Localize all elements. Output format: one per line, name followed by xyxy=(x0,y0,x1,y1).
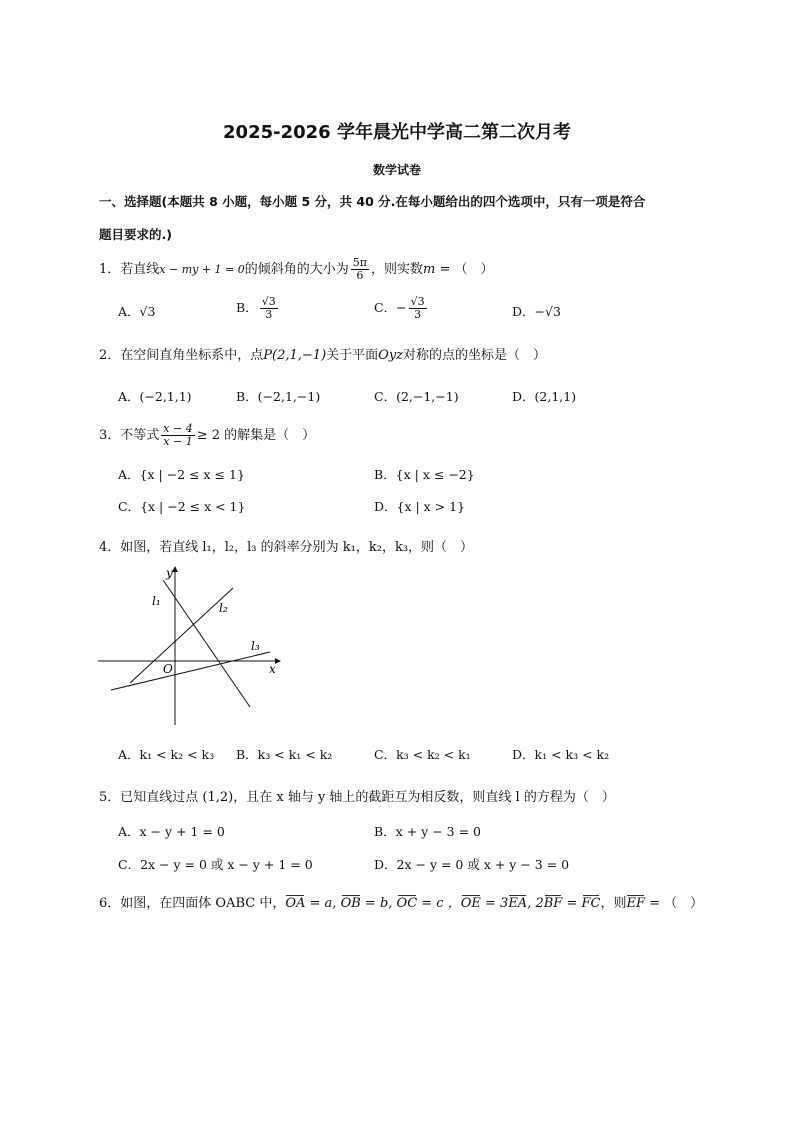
q1-option-c-sign: − xyxy=(396,300,407,315)
q1-var: m xyxy=(423,262,436,277)
exam-subtitle: 数学试卷 xyxy=(372,163,421,177)
q6-ob-eq: = b, xyxy=(360,896,397,911)
q4-option-c[interactable]: C．k₃ < k₂ < k₁ xyxy=(374,747,471,762)
q1-option-a-value: √3 xyxy=(139,304,156,319)
q2-option-a[interactable]: A．(−2,1,1) xyxy=(118,389,192,404)
q1-equation: x − my + 1 = 0 xyxy=(159,263,245,276)
x-axis-label: x xyxy=(269,662,276,676)
q6-vector-ef: EF xyxy=(626,896,645,911)
q6-vector-ob: OB xyxy=(340,896,361,911)
q1-option-c-fraction xyxy=(409,296,427,321)
q1-option-a-label: A． xyxy=(118,304,140,319)
q3-fraction xyxy=(161,423,194,448)
q2-option-d[interactable]: D．(2,1,1) xyxy=(512,389,577,404)
q4-line-graph xyxy=(95,560,285,730)
q6-vector-oa: OA xyxy=(285,896,306,911)
q4-option-a[interactable]: A．k₁ < k₂ < k₃ xyxy=(118,747,215,762)
q1-option-b[interactable] xyxy=(236,296,280,321)
q6-vector-fc: FC xyxy=(581,896,601,911)
q2-middle: 关于平面 xyxy=(326,348,379,363)
q6-comma: , 2 xyxy=(527,896,544,911)
q6-oc-eq: = c ， xyxy=(417,896,461,911)
q4-option-b[interactable]: B．k₃ < k₁ < k₂ xyxy=(236,747,333,762)
q3-post: ≥ 2 的解集是（ ） xyxy=(196,428,316,443)
q6-tail: = （ ） xyxy=(645,896,704,911)
q3-prefix: 3．不等式 xyxy=(99,428,160,443)
question-2 xyxy=(99,344,546,363)
q6-vector-bf: BF xyxy=(543,896,563,911)
q2-point: P(2,1,−1) xyxy=(263,348,327,363)
q1-option-d[interactable] xyxy=(512,300,561,324)
q3-option-c[interactable]: C．{x | −2 ≤ x < 1} xyxy=(118,499,246,514)
q6-prefix: 6．如图，在四面体 OABC 中， xyxy=(99,896,286,911)
q2-option-c[interactable]: C．(2,−1,−1) xyxy=(374,389,459,404)
l2-label: l₂ xyxy=(219,601,228,615)
q4-option-d[interactable]: D．k₁ < k₃ < k₂ xyxy=(512,747,610,762)
q3-option-a[interactable]: A．{x | −2 ≤ x ≤ 1} xyxy=(118,467,245,482)
q3-frac-den: x − 1 xyxy=(163,435,193,448)
q1-middle: 的倾斜角的大小为 xyxy=(244,262,349,277)
section-heading-line1: 一、选择题(本题共 8 小题，每小题 5 分，共 40 分.在每小题给出的四个选项中，只有一项是符合 xyxy=(99,194,646,209)
q5-option-c[interactable]: C．2x − y = 0 或 x − y + 1 = 0 xyxy=(118,857,313,872)
x-axis-arrow-icon xyxy=(275,658,281,664)
q1-post: ，则实数 xyxy=(371,262,424,277)
question-1 xyxy=(99,257,494,283)
q1-option-a[interactable] xyxy=(118,300,155,324)
q1-frac-den: 6 xyxy=(356,269,364,282)
q1-option-b-label: B． xyxy=(236,300,258,315)
origin-label: O xyxy=(163,662,173,676)
q1-c-den: 3 xyxy=(414,308,422,321)
question-4: 4．如图，若直线 l₁，l₂，l₃ 的斜率分别为 k₁，k₂，k₃，则（ ） xyxy=(99,540,474,555)
q5-option-a[interactable]: A．x − y + 1 = 0 xyxy=(118,824,225,839)
q1-frac-num: 5π xyxy=(352,256,368,269)
q2-post: 对称的点的坐标是（ ） xyxy=(403,348,547,363)
q3-frac-num: x − 4 xyxy=(163,422,193,435)
q3-option-d[interactable]: D．{x | x > 1} xyxy=(374,499,466,514)
q2-option-b[interactable]: B．(−2,1,−1) xyxy=(236,389,321,404)
q6-eq: = xyxy=(562,896,582,911)
exam-title: 2025-2026 学年晨光中学高二第二次月考 xyxy=(223,122,571,143)
q5-option-b[interactable]: B．x + y − 3 = 0 xyxy=(374,824,481,839)
q6-vector-ea: EA xyxy=(508,896,528,911)
q6-oa-eq: = a, xyxy=(305,896,341,911)
l3-label: l₃ xyxy=(251,639,260,653)
q1-option-d-value: −√3 xyxy=(534,304,561,319)
l1-label: l₁ xyxy=(152,594,161,608)
q1-option-d-label: D． xyxy=(512,304,535,319)
q1-tail: = （ ） xyxy=(435,262,494,277)
q2-plane: Oyz xyxy=(378,348,404,363)
line-l2 xyxy=(130,588,233,683)
line-l1 xyxy=(163,580,250,707)
q1-option-b-fraction xyxy=(260,296,278,321)
question-6 xyxy=(99,892,703,911)
section-heading-line2: 题目要求的.) xyxy=(99,227,172,242)
q5-option-d[interactable]: D．2x − y = 0 或 x + y − 3 = 0 xyxy=(374,857,570,872)
q2-prefix: 2．在空间直角坐标系中，点 xyxy=(99,348,264,363)
q6-vector-oc: OC xyxy=(396,896,418,911)
q1-b-num: √3 xyxy=(261,295,276,308)
question-3 xyxy=(99,422,315,450)
q1-option-c-label: C． xyxy=(374,300,397,315)
q6-then: ，则 xyxy=(600,896,627,911)
q1-c-num: √3 xyxy=(410,295,425,308)
q1-angle-fraction xyxy=(351,257,369,282)
question-5: 5．已知直线过点 (1,2)，且在 x 轴与 y 轴上的截距互为相反数，则直线 l 的方程为（ ） xyxy=(99,790,615,805)
y-axis-arrow-icon xyxy=(172,566,178,572)
q1-b-den: 3 xyxy=(265,308,273,321)
line-l3 xyxy=(111,652,270,690)
q1-prefix: 1．若直线 xyxy=(99,262,160,277)
q3-option-b[interactable]: B．{x | x ≤ −2} xyxy=(374,467,475,482)
q6-vector-oe: OE xyxy=(460,896,481,911)
q1-option-c[interactable] xyxy=(374,296,429,321)
q6-oe-eq: = 3 xyxy=(480,896,509,911)
y-axis-label: y xyxy=(166,566,173,580)
